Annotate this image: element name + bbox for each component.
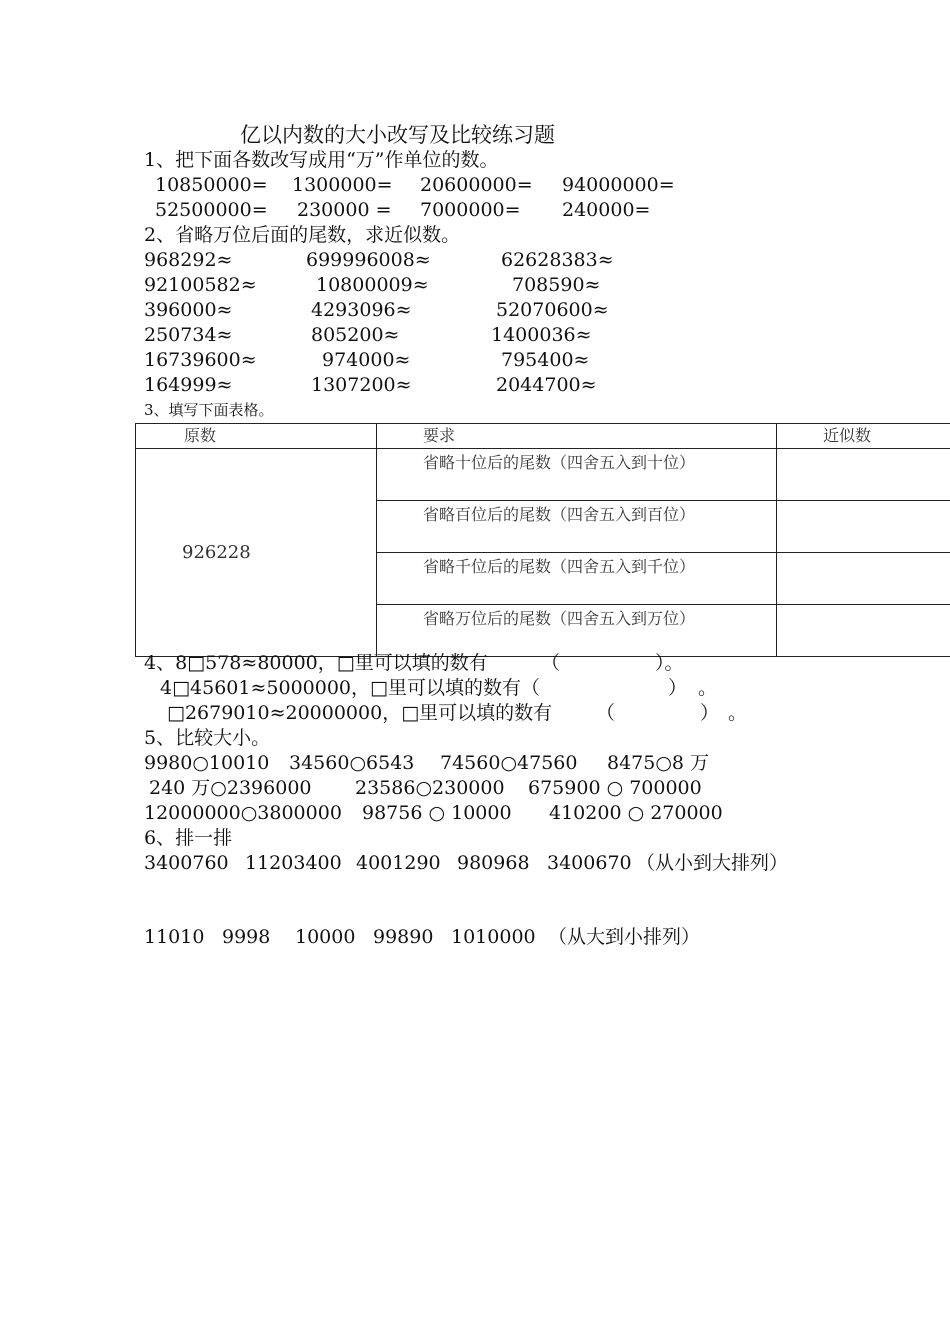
q5-item: 675900 ○ 700000: [528, 777, 702, 799]
table-header-row: [136, 424, 950, 449]
q5-item: 410200 ○ 270000: [549, 802, 723, 824]
q2-item: 62628383≈: [501, 249, 614, 271]
q4-paren-open: （: [541, 652, 561, 674]
q6-number: 9998: [222, 926, 271, 948]
header-requirement: 要求: [377, 424, 777, 449]
q2-item: 1400036≈: [491, 324, 592, 346]
answer-cell[interactable]: [777, 605, 950, 657]
q2-item: 92100582≈: [144, 274, 257, 296]
q1-item: 7000000=: [420, 199, 521, 221]
q1-heading: 1、把下面各数改写成用“万”作单位的数。: [144, 149, 499, 171]
header-original: 原数: [136, 424, 377, 449]
q4-line-2: 4□45601≈5000000，□里可以填的数有（: [160, 677, 540, 699]
q2-item: 10800009≈: [316, 274, 429, 296]
q2-item: 968292≈: [144, 249, 233, 271]
q2-item: 4293096≈: [311, 299, 412, 321]
q1-item: 240000=: [562, 199, 651, 221]
requirements-table: [135, 423, 950, 657]
q5-item: 98756 ○ 10000: [362, 802, 512, 824]
answer-cell[interactable]: [777, 449, 950, 501]
q6-number: 99890: [373, 926, 434, 948]
q3-heading: 3、填写下面表格。: [144, 401, 274, 419]
q1-item: 1300000=: [292, 174, 393, 196]
table-row: [136, 449, 950, 501]
requirement-cell: 省略千位后的尾数（四舍五入到千位）: [377, 553, 777, 605]
q1-item: 230000 =: [297, 199, 392, 221]
q6-sort-note: （从小到大排列）: [636, 852, 789, 874]
page-title: 亿以内数的大小改写及比较练习题: [240, 123, 555, 147]
q4-line-1: 4、8□578≈80000，□里可以填的数有: [144, 652, 488, 674]
q1-item: 10850000=: [155, 174, 268, 196]
q5-item: 23586○230000: [355, 777, 505, 799]
q1-item: 20600000=: [420, 174, 533, 196]
q2-item: 795400≈: [501, 349, 590, 371]
q2-item: 974000≈: [322, 349, 411, 371]
q2-item: 1307200≈: [311, 374, 412, 396]
q5-item: 9980○10010: [144, 752, 270, 774]
q5-item: 74560○47560: [440, 752, 578, 774]
q1-item: 94000000=: [562, 174, 675, 196]
requirement-cell: 省略十位后的尾数（四舍五入到十位）: [377, 449, 777, 501]
q2-item: 164999≈: [144, 374, 233, 396]
q4-period: 。: [728, 702, 748, 724]
q2-item: 16739600≈: [144, 349, 257, 371]
q4-period: 。: [698, 677, 718, 699]
q6-number: 3400670: [547, 852, 632, 874]
q5-item: 12000000○3800000: [144, 802, 342, 824]
q5-item: 240 万○2396000: [149, 777, 312, 799]
q6-sort-note: （从大到小排列）: [548, 926, 701, 948]
header-approx: 近似数: [777, 424, 950, 449]
answer-cell[interactable]: [777, 553, 950, 605]
requirement-cell: 省略万位后的尾数（四舍五入到万位）: [377, 605, 777, 657]
answer-cell[interactable]: [777, 501, 950, 553]
q6-heading: 6、排一排: [144, 827, 233, 849]
original-number: 926228: [136, 449, 377, 657]
q4-line-3: □2679010≈20000000，□里可以填的数有: [167, 702, 553, 724]
requirement-cell: 省略百位后的尾数（四舍五入到百位）: [377, 501, 777, 553]
q5-heading: 5、比较大小。: [144, 727, 271, 749]
q2-item: 699996008≈: [306, 249, 431, 271]
q5-item: 8475○8 万: [607, 752, 710, 774]
q6-number: 11010: [144, 926, 205, 948]
q2-item: 396000≈: [144, 299, 233, 321]
q2-heading: 2、省略万位后面的尾数，求近似数。: [144, 224, 461, 246]
q1-item: 52500000=: [155, 199, 268, 221]
q4-paren-close: ）。: [655, 652, 684, 674]
q4-paren-close: ）: [700, 702, 720, 724]
q6-number: 10000: [295, 926, 356, 948]
q4-paren-open: （: [596, 702, 616, 724]
q2-item: 708590≈: [512, 274, 601, 296]
q2-item: 805200≈: [311, 324, 400, 346]
q6-number: 4001290: [356, 852, 441, 874]
q2-item: 250734≈: [144, 324, 233, 346]
q6-number: 11203400: [245, 852, 342, 874]
q2-item: 2044700≈: [496, 374, 597, 396]
q6-number: 3400760: [144, 852, 229, 874]
q2-item: 52070600≈: [496, 299, 609, 321]
q6-number: 980968: [457, 852, 530, 874]
q4-paren-close: ）: [668, 677, 688, 699]
q5-item: 34560○6543: [289, 752, 415, 774]
q6-number: 1010000: [451, 926, 536, 948]
